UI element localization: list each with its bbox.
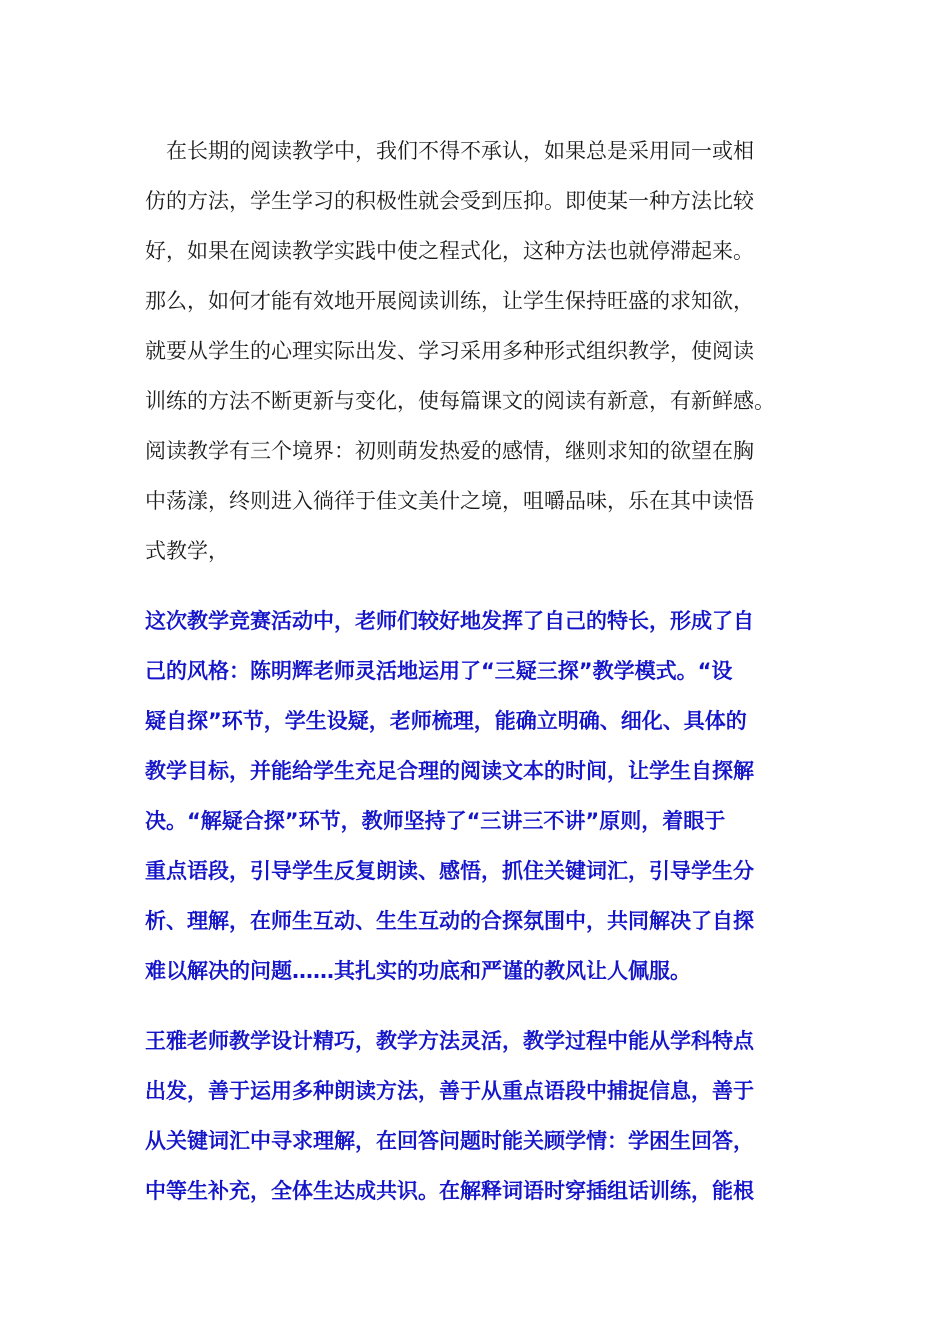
paragraph-line: 中等生补充，全体生达成共识。在解释词语时穿插组话训练，能根	[145, 1179, 754, 1203]
paragraph-line: 出发，善于运用多种朗读方法，善于从重点语段中捕捉信息，善于	[145, 1079, 754, 1103]
competition-paragraph	[145, 596, 805, 996]
paragraph-line: 难以解决的问题……其扎实的功底和严谨的教风让人佩服。	[145, 959, 691, 983]
intro-paragraph	[145, 126, 805, 576]
paragraph-line: 好，如果在阅读教学实践中使之程式化，这种方法也就停滞起来。	[145, 239, 754, 263]
paragraph-line: 式教学，	[145, 539, 229, 563]
paragraph-line: 决。“解疑合探”环节，教师坚持了“三讲三不讲”原则，着眼于	[145, 809, 726, 833]
paragraph-line: 阅读教学有三个境界：初则萌发热爱的感情，继则求知的欲望在胸	[145, 439, 754, 463]
paragraph-line: 中荡漾，终则进入徜徉于佳文美什之境，咀嚼品味，乐在其中读悟	[145, 489, 754, 513]
paragraph-line: 就要从学生的心理实际出发、学习采用多种形式组织教学，使阅读	[145, 339, 754, 363]
wang-ya-paragraph	[145, 1016, 805, 1216]
paragraph-line: 在长期的阅读教学中，我们不得不承认，如果总是采用同一或相	[145, 139, 754, 163]
paragraph-line: 那么，如何才能有效地开展阅读训练，让学生保持旺盛的求知欲，	[145, 289, 754, 313]
paragraph-line: 己的风格：陈明辉老师灵活地运用了“三疑三探”教学模式。“设	[145, 659, 733, 683]
paragraph-line: 从关键词汇中寻求理解，在回答问题时能关顾学情：学困生回答，	[145, 1129, 754, 1153]
paragraph-line: 训练的方法不断更新与变化，使每篇课文的阅读有新意，有新鲜感。	[145, 389, 775, 413]
paragraph-line: 教学目标，并能给学生充足合理的阅读文本的时间，让学生自探解	[145, 759, 754, 783]
paragraph-line: 王雅老师教学设计精巧，教学方法灵活，教学过程中能从学科特点	[145, 1029, 754, 1053]
paragraph-line: 析、理解，在师生互动、生生互动的合探氛围中，共同解决了自探	[145, 909, 754, 933]
paragraph-line: 这次教学竞赛活动中，老师们较好地发挥了自己的特长，形成了自	[145, 609, 754, 633]
paragraph-line: 仿的方法，学生学习的积极性就会受到压抑。即使某一种方法比较	[145, 189, 754, 213]
paragraph-line: 重点语段，引导学生反复朗读、感悟，抓住关键词汇，引导学生分	[145, 859, 754, 883]
paragraph-line: 疑自探”环节，学生设疑，老师梳理，能确立明确、细化、具体的	[145, 709, 747, 733]
